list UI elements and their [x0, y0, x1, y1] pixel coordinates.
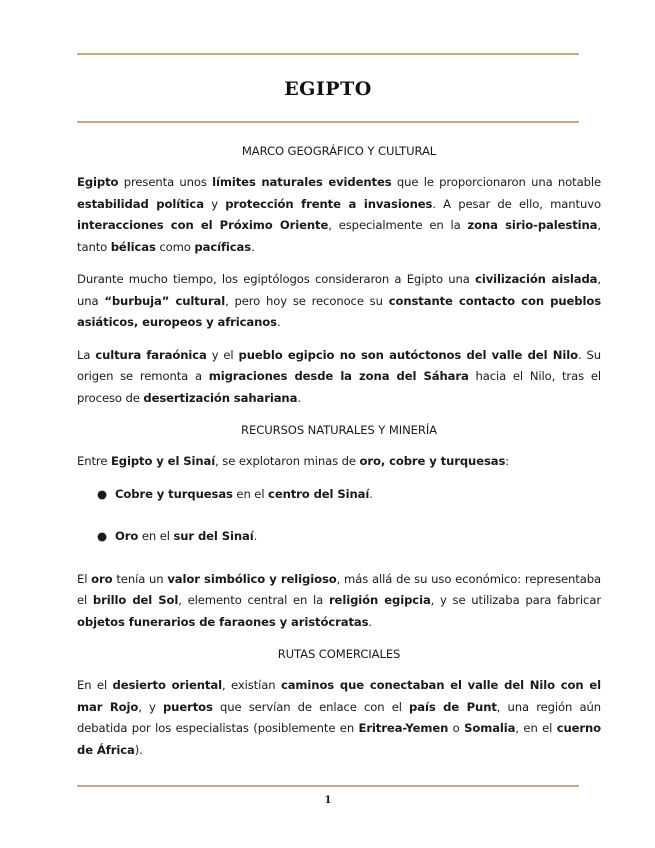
paragraph [77, 675, 601, 761]
bold-text: cultura faraónica [95, 347, 207, 362]
text-run: , en el [515, 721, 557, 735]
text-run: en el [232, 486, 269, 501]
text-run: , se explotaron minas de [215, 454, 360, 468]
document-body [77, 141, 601, 772]
bold-text: oro, cobre y turquesas [359, 454, 506, 468]
text-run: que le proporcionaron una notable [391, 175, 602, 189]
text-run: , una región aún debatida por los especialistas (posiblemente en [77, 699, 601, 735]
bold-text: cuerno de África [77, 721, 602, 757]
bold-text: puertos [162, 699, 213, 714]
text-run: en el [138, 529, 174, 543]
bold-text: protección frente a invasiones [225, 196, 433, 211]
bold-text: valor simbólico y religioso [167, 571, 337, 586]
bold-text: bélicas [110, 239, 156, 254]
text-run: . [297, 390, 301, 405]
bold-text: desierto oriental [112, 678, 222, 692]
list-item-text [115, 529, 257, 543]
paragraph [77, 172, 601, 258]
bold-text: interacciones con el Próximo Oriente [77, 218, 329, 232]
list-item-text [115, 487, 373, 501]
bold-text: desertización sahariana [143, 390, 298, 405]
text-run: y el [206, 347, 239, 362]
bold-text: Eritrea-Yemen [358, 721, 449, 735]
text-run: , elemento central en la [178, 593, 329, 607]
bullet-icon: ● [97, 486, 108, 501]
text-run: y [203, 196, 226, 211]
section-heading-marco: MARCO GEOGRÁFICO Y CULTURAL [241, 144, 437, 158]
bold-text: pueblo egipcio no son autóctonos del valle del Nilo [238, 347, 578, 362]
text-run: . [253, 529, 258, 543]
list-item [77, 484, 601, 506]
text-run: como [155, 239, 195, 254]
text-run: tenía un [112, 571, 168, 586]
text-run: , y se utilizaba para fabricar [430, 593, 601, 607]
bold-text: constante contacto con pueblos asiáticos, europeos y africanos [77, 293, 601, 329]
paragraph [77, 269, 601, 334]
text-run: , tanto [77, 218, 601, 254]
text-run: , especialmente en la [328, 218, 468, 232]
text-run: . A pesar de ello, mantuvo [432, 196, 602, 211]
bold-text: Oro [115, 529, 139, 543]
text-run: Entre [77, 454, 111, 468]
text-run: . [368, 614, 373, 629]
bold-text: Somalia [464, 721, 516, 735]
bold-text: Cobre y turquesas [115, 486, 233, 501]
section-heading-rutas: RUTAS COMERCIALES [277, 647, 401, 661]
paragraph [77, 569, 601, 634]
bold-text: Egipto y el Sinaí [110, 454, 216, 468]
text-run: : [505, 454, 510, 468]
title-rule [77, 121, 579, 123]
page-number: 1 [324, 795, 332, 806]
text-run: , una [77, 272, 601, 308]
bold-text: Egipto [77, 175, 119, 189]
paragraph [77, 345, 601, 410]
list-item [77, 526, 601, 548]
text-run: La [77, 347, 96, 362]
bottom-rule [77, 785, 579, 787]
text-run: Durante mucho tiempo, los egiptólogos consideraron a Egipto una [77, 272, 476, 286]
bold-text: migraciones desde la zona del Sáhara [208, 369, 469, 383]
bold-text: caminos que conectaban el valle del Nilo con el mar Rojo [77, 678, 601, 714]
text-run: , más allá de su uso económico: representaba el [77, 571, 601, 607]
paragraph [77, 451, 601, 473]
section-heading-recursos: RECURSOS NATURALES Y MINERÍA [241, 423, 437, 437]
text-run: hacia el Nilo, tras el proceso de [77, 369, 601, 405]
bold-text: sur del Sinaí [173, 529, 254, 543]
bullet-icon: ● [97, 529, 108, 543]
top-rule [77, 53, 579, 55]
text-run: o [448, 721, 465, 735]
bold-text: país de Punt [409, 699, 497, 714]
text-run: El [77, 571, 92, 586]
bold-text: religión egipcia [328, 593, 431, 607]
text-run: presenta unos [118, 175, 213, 189]
bullet-list [77, 484, 601, 548]
bold-text: zona sirio-palestina [467, 218, 598, 232]
bold-text: oro [91, 571, 113, 586]
text-run: , y [138, 699, 163, 714]
bold-text: civilización aislada [475, 272, 598, 286]
text-run: que servían de enlace con el [212, 699, 410, 714]
text-run: . [369, 486, 373, 501]
text-run: En el [77, 678, 113, 692]
text-run: . [251, 239, 255, 254]
bold-text: objetos funerarios de faraones y aristócratas [77, 614, 369, 629]
text-run: . Su origen se remonta a [77, 347, 601, 383]
bold-text: “burbuja” cultural [104, 293, 226, 308]
text-run: , existían [221, 678, 281, 692]
bold-text: centro del Sinaí [268, 486, 370, 501]
text-run: . [276, 315, 281, 329]
page-title: EGIPTO [284, 78, 372, 100]
text-run: ). [134, 742, 143, 757]
bold-text: estabilidad política [77, 196, 204, 211]
bold-text: pacíficas [194, 239, 252, 254]
bold-text: límites naturales evidentes [212, 175, 392, 189]
text-run: , pero hoy se reconoce su [225, 293, 389, 308]
bold-text: brillo del Sol [92, 593, 179, 607]
